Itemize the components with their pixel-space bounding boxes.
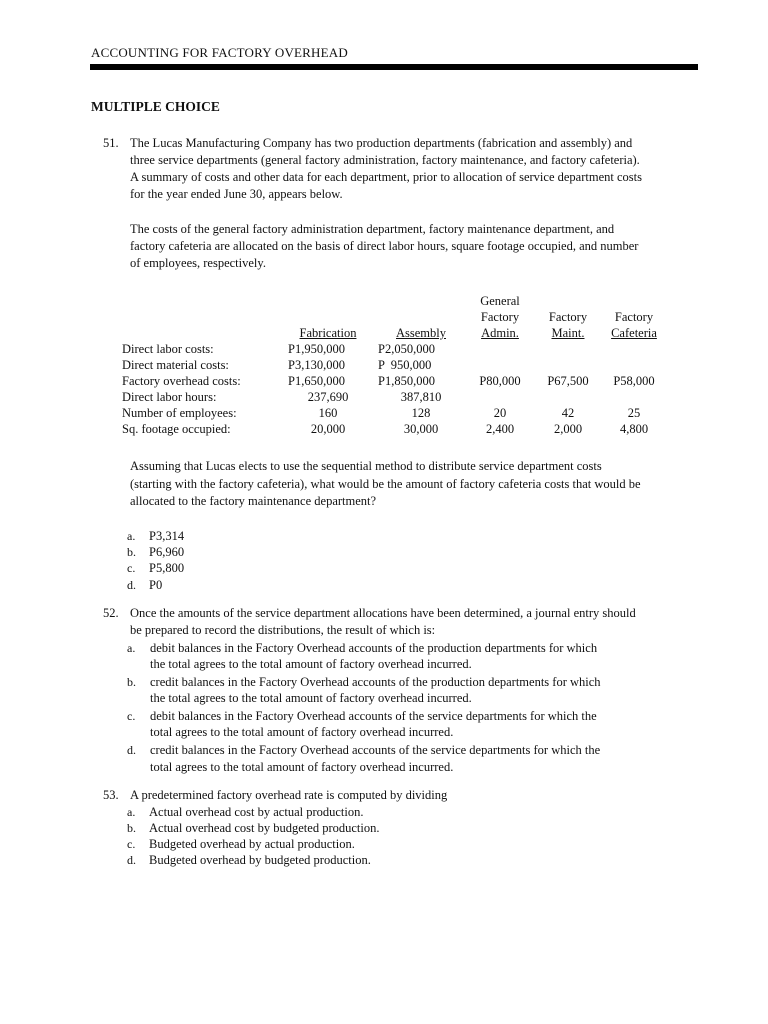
- table-row: [122, 341, 664, 357]
- cell-fc: 25: [627, 406, 641, 420]
- question-52-option-line: total agrees to the total amount of factory overhead incurred.: [150, 760, 454, 774]
- table-row: [122, 373, 664, 389]
- header-assembly: Assembly: [396, 326, 446, 340]
- cell-fabrication: 160: [318, 406, 338, 420]
- cell-fc: P58,000: [613, 374, 655, 388]
- question-52-option-line: total agrees to the total amount of factory overhead incurred.: [150, 725, 454, 739]
- document-title: ACCOUNTING FOR FACTORY OVERHEAD: [91, 45, 348, 60]
- question-51-basis-line: factory cafeteria are allocated on the basis of direct labor hours, square footage occupied, and number: [130, 239, 639, 253]
- cell-fm: 42: [561, 406, 575, 420]
- row-label: Direct labor hours:: [122, 390, 217, 404]
- cell-fm: [532, 341, 604, 357]
- option-letter: a.: [127, 641, 136, 655]
- option-letter: d.: [127, 853, 136, 867]
- row-label: Direct labor costs:: [122, 342, 214, 356]
- question-51-intro-line: A summary of costs and other data for each department, prior to allocation of service department costs: [130, 170, 642, 184]
- question-52-stem-line: Once the amounts of the service department allocations have been determined, a journal entry should: [130, 606, 636, 620]
- row-label: Factory overhead costs:: [122, 374, 241, 388]
- header-gfa-line3: Admin.: [481, 326, 519, 340]
- question-51-basis-line: The costs of the general factory administration department, factory maintenance department, and: [130, 222, 615, 236]
- cell-fabrication: P1,950,000: [288, 342, 345, 356]
- table-row: [122, 357, 664, 373]
- header-fm-line2: Maint.: [551, 326, 585, 340]
- question-51-intro-line: three service departments (general factory administration, factory maintenance, and factory cafeteria).: [130, 153, 640, 167]
- question-52-option-line: credit balances in the Factory Overhead accounts of the service departments for which the: [150, 743, 601, 757]
- cell-assembly: P2,050,000: [378, 342, 435, 356]
- option-letter: d.: [127, 578, 136, 592]
- option-letter: c.: [127, 837, 136, 851]
- cell-assembly: P 950,000: [378, 358, 432, 372]
- question-52-stem-line: be prepared to record the distributions, the result of which is:: [130, 623, 436, 637]
- option-letter: a.: [127, 529, 136, 543]
- cell-fc: [604, 341, 664, 357]
- option-letter: c.: [127, 709, 136, 723]
- question-51-stem-line: Assuming that Lucas elects to use the sequential method to distribute service department costs: [130, 459, 602, 473]
- cell-fc: [604, 389, 664, 405]
- cell-gfa: P80,000: [479, 374, 521, 388]
- cell-gfa: [468, 357, 532, 373]
- question-51-option: P6,960: [149, 545, 185, 559]
- header-fc-line1: Factory: [614, 310, 654, 324]
- question-53-option: Actual overhead cost by budgeted production.: [149, 821, 380, 835]
- cell-gfa: [468, 341, 532, 357]
- cell-fabrication: 237,690: [307, 390, 349, 404]
- header-gfa-line1: General: [480, 294, 520, 308]
- table-row: [122, 389, 664, 405]
- cell-assembly: 128: [411, 406, 431, 420]
- cell-gfa: [468, 389, 532, 405]
- question-53-option: Budgeted overhead by actual production.: [149, 837, 355, 851]
- question-51-option: P5,800: [149, 561, 185, 575]
- header-fc-line2: Cafeteria: [611, 326, 657, 340]
- cell-assembly: 387,810: [400, 390, 442, 404]
- cell-gfa: 20: [493, 406, 507, 420]
- table-row: [122, 421, 664, 437]
- question-52-number: 52.: [103, 606, 119, 620]
- question-51-number: 51.: [103, 136, 119, 150]
- question-51-stem-line: allocated to the factory maintenance department?: [130, 494, 377, 508]
- question-51-stem-line: (starting with the factory cafeteria), what would be the amount of factory cafeteria costs that would be: [130, 477, 641, 491]
- option-letter: b.: [127, 545, 136, 559]
- cell-fm: [532, 357, 604, 373]
- table-header-row: [122, 325, 664, 341]
- table-header-row: [122, 309, 664, 325]
- option-letter: b.: [127, 821, 136, 835]
- header-fm-line1: Factory: [548, 310, 588, 324]
- row-label: Number of employees:: [122, 406, 237, 420]
- question-51-intro-line: for the year ended June 30, appears below.: [130, 187, 343, 201]
- cell-fm: 2,000: [553, 422, 583, 436]
- row-label: Direct material costs:: [122, 358, 229, 372]
- option-letter: b.: [127, 675, 136, 689]
- question-52-option-line: the total agrees to the total amount of factory overhead incurred.: [150, 691, 472, 705]
- question-52-option-line: the total agrees to the total amount of factory overhead incurred.: [150, 657, 472, 671]
- question-53-stem: A predetermined factory overhead rate is computed by dividing: [130, 788, 448, 802]
- row-label: Sq. footage occupied:: [122, 422, 231, 436]
- cell-fabrication: P3,130,000: [288, 358, 345, 372]
- cell-fm: [532, 389, 604, 405]
- title-rule: [90, 64, 698, 70]
- option-letter: d.: [127, 743, 136, 757]
- question-51-option: P3,314: [149, 529, 185, 543]
- header-fabrication: Fabrication: [299, 326, 357, 340]
- cell-fabrication: P1,650,000: [288, 374, 345, 388]
- question-52-option-line: credit balances in the Factory Overhead accounts of the production departments for which: [150, 675, 601, 689]
- cell-fc: [604, 357, 664, 373]
- option-letter: c.: [127, 561, 136, 575]
- question-53-number: 53.: [103, 788, 119, 802]
- question-51-option: P0: [149, 578, 163, 592]
- cost-data-table: [122, 293, 664, 437]
- question-51-basis-line: of employees, respectively.: [130, 256, 266, 270]
- question-53-option: Actual overhead cost by actual production.: [149, 805, 364, 819]
- question-53-option: Budgeted overhead by budgeted production.: [149, 853, 371, 867]
- question-51-intro-line: The Lucas Manufacturing Company has two production departments (fabrication and assembly) and: [130, 136, 633, 150]
- question-52-option-line: debit balances in the Factory Overhead accounts of the production departments for which: [150, 641, 598, 655]
- cell-assembly: P1,850,000: [378, 374, 435, 388]
- option-letter: a.: [127, 805, 136, 819]
- cell-fc: 4,800: [619, 422, 649, 436]
- section-title: MULTIPLE CHOICE: [91, 99, 220, 114]
- cell-gfa: 2,400: [485, 422, 515, 436]
- cell-assembly: 30,000: [403, 422, 439, 436]
- cell-fabrication: 20,000: [310, 422, 346, 436]
- question-52-option-line: debit balances in the Factory Overhead accounts of the service departments for which the: [150, 709, 597, 723]
- table-header-row: [122, 293, 664, 309]
- table-row: [122, 405, 664, 421]
- header-gfa-line2: Factory: [480, 310, 520, 324]
- cell-fm: P67,500: [547, 374, 589, 388]
